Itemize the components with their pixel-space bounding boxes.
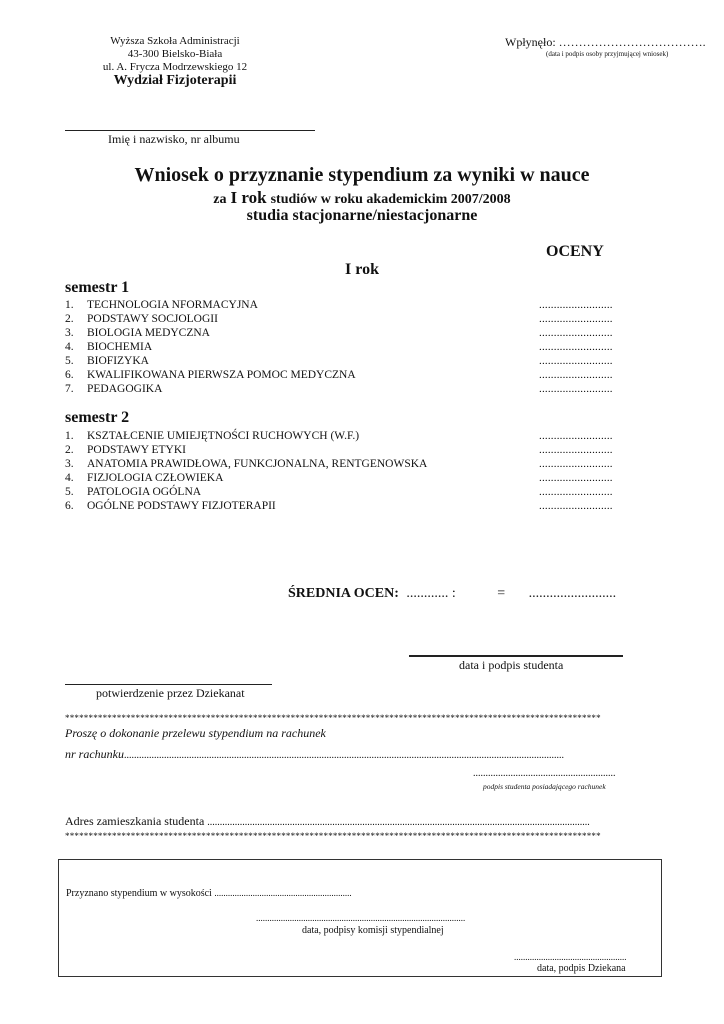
average-label: ŚREDNIA OCEN: [288,586,399,601]
address-field[interactable]: ......................................................................................................................................................... [207,817,590,828]
subject-name: PATOLOGIA OGÓLNA [87,486,202,498]
grade-field[interactable]: ......................... [539,355,613,367]
stars-separator: ****************************************************************************************************************** [65,713,601,723]
subject-number: 5. [65,486,74,498]
subject-number: 6. [65,369,74,381]
subject-number: 7. [65,383,74,395]
subject-name: KSZTAŁCENIE UMIEJĘTNOŚCI RUCHOWYCH (W.F.) [87,430,360,442]
subject-name: FIZJOLOGIA CZŁOWIEKA [87,472,224,484]
equals-sign: = [497,586,506,601]
grade-field[interactable]: ......................... [539,458,613,470]
list-item [65,368,625,382]
granted-amount-field[interactable]: ............................................................. [214,888,352,898]
granted-row [66,888,352,899]
year-big: I rok [230,188,267,207]
grade-field[interactable]: ......................... [539,500,613,512]
subject-name: PEDAGOGIKA [87,383,163,395]
student-signature-line[interactable] [409,655,623,657]
student-signature-label: data i podpis studenta [459,658,564,672]
account-label: nr rachunku [65,747,124,761]
grade-field[interactable]: ......................... [539,430,613,442]
subject-name: ANATOMIA PRAWIDŁOWA, FUNKCJONALNA, RENTGENOWSKA [87,458,428,470]
dean-label: data, podpis Dziekana [537,963,626,974]
subject-name: BIOFIZYKA [87,355,149,367]
year-rest: studiów w roku akademickim 2007/2008 [270,192,511,207]
student-name-line [65,130,315,131]
grades-header: OCENY [546,243,604,260]
list-item [65,485,625,499]
grade-field[interactable]: ......................... [539,472,613,484]
subject-name: TECHNOLOGIA NFORMACYJNA [87,299,258,311]
year-prefix: za [213,192,227,207]
subject-number: 1. [65,299,74,311]
list-item [65,382,625,396]
institution-block [86,35,264,74]
semester-2-title: semestr 2 [65,409,130,426]
committee-signature-field[interactable]: ............................................................................................. [256,913,466,923]
subject-number: 2. [65,444,74,456]
semester-1-title: semestr 1 [65,279,130,296]
subject-name: PODSTAWY ETYKI [87,444,186,456]
grade-field[interactable]: ......................... [539,299,613,311]
transfer-request: Proszę o dokonanie przelewu stypendium na rachunek [65,726,326,740]
faculty-name: Wydział Fizjoterapii [113,73,237,88]
subject-number: 4. [65,472,74,484]
list-item [65,471,625,485]
subject-name: OGÓLNE PODSTAWY FIZJOTERAPII [87,500,276,512]
list-item [65,443,625,457]
award-box [58,859,662,977]
dean-office-label: potwierdzenie przez Dziekanat [96,686,245,700]
subject-number: 3. [65,327,74,339]
subject-name: KWALIFIKOWANA PIERWSZA POMOC MEDYCZNA [87,369,356,381]
grade-field[interactable]: ......................... [539,313,613,325]
list-item [65,298,625,312]
student-name-label: Imię i nazwisko, nr albumu [108,132,240,146]
account-number-field[interactable]: ................................................................................................................................................................................ [124,750,564,761]
list-item [65,499,625,513]
form-title: Wniosek o przyznanie stypendium za wyniki w nauce [134,164,590,186]
average-result-field[interactable]: ......................... [528,586,617,601]
dean-office-line[interactable] [65,684,272,685]
institution-postal: 43-300 Bielsko-Biała [127,48,223,60]
grade-field[interactable]: ......................... [539,369,613,381]
subject-number: 2. [65,313,74,325]
address-label: Adres zamieszkania studenta [65,814,205,828]
semester-2-list [65,429,625,513]
subject-name: PODSTAWY SOCJOLOGII [87,313,218,325]
account-signature-note: podpis studenta posiadającego rachunek [483,782,606,791]
subject-name: BIOLOGIA MEDYCZNA [87,327,210,339]
grade-field[interactable]: ......................... [539,486,613,498]
list-item [65,429,625,443]
list-item [65,457,625,471]
grade-field[interactable]: ......................... [539,341,613,353]
received-note: (data i podpis osoby przyjmującej wniosek) [546,50,669,58]
subject-number: 3. [65,458,74,470]
subject-number: 1. [65,430,74,442]
received-label: Wpłynęło: ………………………………. [505,35,706,49]
subject-number: 5. [65,355,74,367]
list-item [65,354,625,368]
institution-name: Wyższa Szkoła Administracji [110,35,240,47]
granted-label: Przyznano stypendium w wysokości [66,888,212,899]
average-fraction-field[interactable]: ............ : [406,586,456,601]
list-item [65,340,625,354]
list-item [65,312,625,326]
grade-field[interactable]: ......................... [539,383,613,395]
subject-name: BIOCHEMIA [87,341,153,353]
committee-label: data, podpisy komisji stypendialnej [302,925,444,936]
grade-field[interactable]: ......................... [539,327,613,339]
account-signature-field[interactable]: ......................................................... [473,768,616,779]
dean-signature-field[interactable]: .................................................. [514,952,627,962]
year-header: I rok [345,261,379,278]
account-row [65,747,655,762]
subject-number: 4. [65,341,74,353]
average-row [288,586,616,602]
stars-separator: ****************************************************************************************************************** [65,831,601,841]
list-item [65,326,625,340]
subject-number: 6. [65,500,74,512]
address-row [65,814,655,829]
form-year-line [0,188,724,208]
grade-field[interactable]: ......................... [539,444,613,456]
study-mode: studia stacjonarne/niestacjonarne [246,207,478,224]
institution-street: ul. A. Frycza Modrzewskiego 12 [102,61,248,73]
semester-1-list [65,298,625,396]
